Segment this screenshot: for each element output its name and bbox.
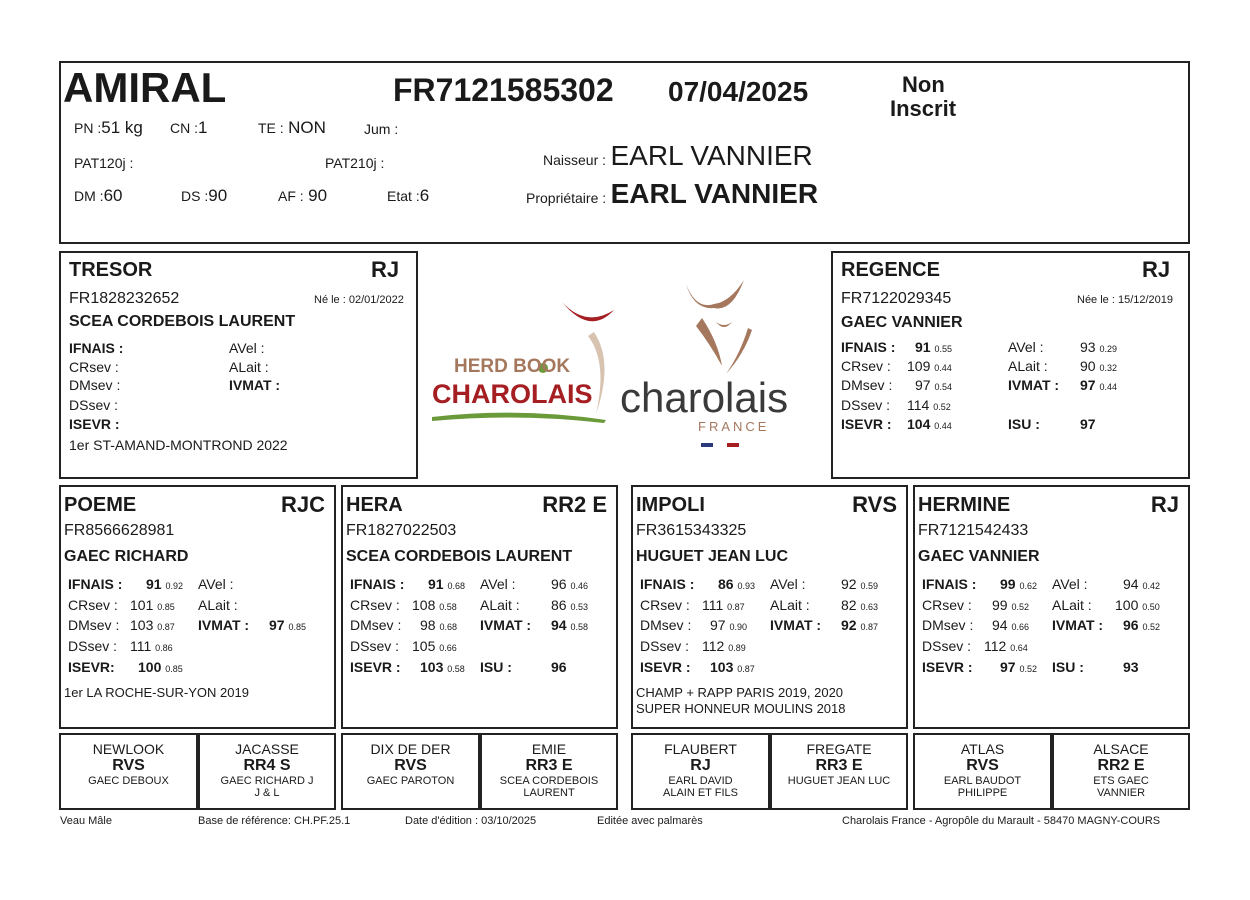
- gp-hera-ifnais-value: 91 0.68: [428, 576, 465, 592]
- gp-hera-isevr-value: 103 0.58: [420, 659, 465, 675]
- dam-avel-value: 93 0.29: [1080, 339, 1117, 355]
- gp-impoli-alait-value: 82 0.63: [841, 597, 878, 613]
- gp-hermine-avel-label: AVel :: [1052, 576, 1088, 592]
- gp-hermine-qual: RJ: [1150, 492, 1179, 517]
- gp-impoli-crsev-label: CRsev :: [640, 597, 690, 613]
- sire-ifnais: IFNAIS :: [69, 340, 124, 356]
- dam-isu-value: 97: [1080, 416, 1096, 432]
- gp-hera-crsev-label: CRsev :: [350, 597, 400, 613]
- animal-date: 07/04/2025: [668, 76, 809, 107]
- sire-avel: AVel :: [229, 340, 265, 356]
- gp-hera-ivmat-value: 94 0.58: [551, 617, 588, 633]
- gp-hermine-ifnais-value: 99 0.62: [1000, 576, 1037, 592]
- gp-hera-isu-value: 96: [551, 659, 567, 675]
- ggp-fregate-name: FREGATE: [806, 741, 872, 757]
- af-field: AF : 90: [278, 186, 328, 205]
- sire-isevr: ISEVR :: [69, 416, 120, 432]
- gp-hermine-isu-value: 93: [1123, 659, 1139, 675]
- ggp-newlook: [59, 733, 198, 810]
- gp-hermine-crsev-label: CRsev :: [922, 597, 972, 613]
- sire-id: FR1828232652: [69, 290, 180, 307]
- gp-hera-alait-value: 86 0.53: [551, 597, 588, 613]
- ggp-alsace: [1052, 733, 1190, 810]
- sire-qual: RJ: [371, 257, 400, 282]
- ggp-dix-de-der-name: DIX DE DER: [370, 741, 451, 757]
- gp-impoli-isevr-label: ISEVR :: [640, 659, 691, 675]
- gp-poeme-dmsev-label: DMsev :: [68, 617, 120, 633]
- animal-name: AMIRAL: [63, 64, 227, 111]
- footer-address: Charolais France - Agropôle du Marault - 58470 MAGNY-COURS: [842, 815, 1161, 827]
- gp-hera-id: FR1827022503: [346, 522, 457, 539]
- dam-alait-label: ALait :: [1008, 358, 1048, 374]
- gp-poeme-crsev-label: CRsev :: [68, 597, 118, 613]
- ggp-atlas-owner: EARL BAUDOT: [943, 775, 1022, 787]
- dm-field: DM :60: [74, 186, 123, 205]
- status-line1: Non: [902, 72, 945, 97]
- pn-field: PN :51 kg: [74, 118, 143, 137]
- gp-poeme-dssev-label: DSsev :: [68, 638, 118, 654]
- gp-hermine-id: FR7121542433: [918, 522, 1029, 539]
- gp-impoli-id: FR3615343325: [636, 522, 747, 539]
- gp-poeme-ifnais-value: 91 0.92: [146, 576, 183, 592]
- gp-impoli-palmares-2: SUPER HONNEUR MOULINS 2018: [636, 701, 846, 716]
- ggp-fregate-qual: RR3 E: [815, 757, 863, 774]
- dam-born: Née le : 15/12/2019: [1077, 294, 1174, 306]
- gp-hermine-alait-value: 100 0.50: [1115, 597, 1160, 613]
- ggp-emie-owner: SCEA CORDEBOIS: [499, 775, 599, 787]
- ggp-emie: [480, 733, 618, 810]
- gp-impoli-ifnais-value: 86 0.93: [718, 576, 755, 592]
- ggp-jacasse-qual: RR4 S: [243, 757, 291, 774]
- gp-impoli-ivmat-value: 92 0.87: [841, 617, 878, 633]
- gp-poeme-ifnais-label: IFNAIS :: [68, 576, 123, 592]
- ggp-flaubert-owner-2: ALAIN ET FILS: [663, 787, 738, 799]
- gp-poeme-crsev-value: 101 0.85: [130, 597, 175, 613]
- jum-field: Jum :: [364, 121, 399, 137]
- gp-impoli-isevr-value: 103 0.87: [710, 659, 755, 675]
- gp-poeme-qual: RJC: [280, 492, 325, 517]
- gp-impoli-ivmat-label: IVMAT :: [770, 617, 822, 633]
- gp-impoli-avel-label: AVel :: [770, 576, 806, 592]
- gp-poeme-owner: GAEC RICHARD: [64, 548, 189, 565]
- gp-hera-dssev-value: 105 0.66: [412, 638, 457, 654]
- ggp-alsace-owner: ETS GAEC: [1093, 775, 1149, 787]
- dam-isevr-value: 104 0.44: [907, 416, 952, 432]
- footer-base: Base de référence: CH.PF.25.1: [198, 815, 351, 827]
- sire-palmares: 1er ST-AMAND-MONTROND 2022: [69, 437, 288, 453]
- gp-hera-dmsev-label: DMsev :: [350, 617, 402, 633]
- gp-hera-dssev-label: DSsev :: [350, 638, 400, 654]
- gp-poeme-isevr-label: ISEVR:: [68, 659, 115, 675]
- gp-hera-avel-value: 96 0.46: [551, 576, 588, 592]
- footer-sex: Veau Mâle: [60, 815, 112, 827]
- dam-ifnais-label: IFNAIS :: [841, 339, 896, 355]
- gp-hermine-dmsev-label: DMsev :: [922, 617, 974, 633]
- ggp-fregate: [770, 733, 908, 810]
- ggp-atlas-name: ATLAS: [960, 741, 1005, 757]
- ggp-flaubert-owner: EARL DAVID: [668, 775, 733, 787]
- gp-impoli-dssev-label: DSsev :: [640, 638, 690, 654]
- dam-id: FR7122029345: [841, 290, 952, 307]
- sire-name: TRESOR: [69, 259, 153, 281]
- ggp-flaubert-name: FLAUBERT: [664, 741, 737, 757]
- pat210-field: PAT210j :: [325, 155, 385, 171]
- gp-impoli-palmares-1: CHAMP + RAPP PARIS 2019, 2020: [636, 685, 844, 700]
- animal-id: FR7121585302: [393, 72, 614, 108]
- ggp-fregate-owner: HUGUET JEAN LUC: [787, 775, 891, 787]
- sire-dssev: DSsev :: [69, 397, 119, 413]
- ggp-dix-de-der-qual: RVS: [394, 757, 427, 774]
- gp-poeme-ivmat-value: 97 0.85: [269, 617, 306, 633]
- gp-hermine-alait-label: ALait :: [1052, 597, 1092, 613]
- dam-ivmat-value: 97 0.44: [1080, 377, 1117, 393]
- dam-qual: RJ: [1142, 257, 1171, 282]
- gp-poeme-dmsev-value: 103 0.87: [130, 617, 175, 633]
- dam-isu-label: ISU :: [1008, 416, 1040, 432]
- gp-hera-qual: RR2 E: [542, 492, 607, 517]
- ggp-jacasse-owner: GAEC RICHARD J: [220, 775, 314, 787]
- gp-hermine-name: HERMINE: [918, 494, 1011, 516]
- dam-dmsev-label: DMsev :: [841, 377, 893, 393]
- dam-dssev-label: DSsev :: [841, 397, 891, 413]
- gp-hera-avel-label: AVel :: [480, 576, 516, 592]
- gp-hera-isevr-label: ISEVR :: [350, 659, 401, 675]
- gp-poeme-ivmat-label: IVMAT :: [198, 617, 250, 633]
- sire-born: Né le : 02/01/2022: [314, 294, 404, 306]
- ggp-atlas-owner-2: PHILIPPE: [957, 787, 1008, 799]
- gp-impoli-alait-label: ALait :: [770, 597, 810, 613]
- ggp-jacasse-name: JACASSE: [235, 741, 299, 757]
- gp-hermine-owner: GAEC VANNIER: [918, 548, 1040, 565]
- herd-book-text: HERD BOOK: [454, 356, 571, 377]
- herd-book-charolais: CHAROLAIS: [432, 379, 593, 409]
- pat120-field: PAT120j :: [74, 155, 134, 171]
- gp-impoli-owner: HUGUET JEAN LUC: [636, 548, 789, 565]
- dam-owner: GAEC VANNIER: [841, 314, 963, 331]
- gp-impoli-crsev-value: 111 0.87: [702, 597, 745, 613]
- ggp-alsace-name: ALSACE: [1093, 741, 1149, 757]
- gp-hera-owner: SCEA CORDEBOIS LAURENT: [346, 548, 573, 565]
- dam-dmsev-value: 97 0.54: [915, 377, 952, 393]
- ggp-dix-de-der: [341, 733, 480, 810]
- ggp-newlook-name: NEWLOOK: [92, 741, 165, 757]
- ggp-newlook-qual: RVS: [112, 757, 145, 774]
- ggp-dix-de-der-owner: GAEC PAROTON: [366, 775, 455, 787]
- gp-poeme-id: FR8566628981: [64, 522, 175, 539]
- gp-hermine-crsev-value: 99 0.52: [992, 597, 1029, 613]
- ggp-atlas-qual: RVS: [966, 757, 999, 774]
- dam-alait-value: 90 0.32: [1080, 358, 1117, 374]
- dam-ivmat-label: IVMAT :: [1008, 377, 1060, 393]
- dam-isevr-label: ISEVR :: [841, 416, 892, 432]
- gp-poeme-dssev-value: 111 0.86: [130, 638, 173, 654]
- gp-poeme-alait-label: ALait :: [198, 597, 238, 613]
- gp-hera-crsev-value: 108 0.58: [412, 597, 457, 613]
- gp-hermine-dssev-label: DSsev :: [922, 638, 972, 654]
- sire-crsev: CRsev :: [69, 359, 119, 375]
- ggp-emie-owner-2: LAURENT: [523, 787, 575, 799]
- cn-field: CN :1: [170, 118, 208, 137]
- gp-impoli-dmsev-label: DMsev :: [640, 617, 692, 633]
- gp-poeme-isevr-value: 100 0.85: [138, 659, 183, 675]
- dam-ifnais-value: 91 0.55: [915, 339, 952, 355]
- ggp-jacasse-owner-2: J & L: [254, 787, 280, 799]
- gp-impoli-ifnais-label: IFNAIS :: [640, 576, 695, 592]
- dam-name: REGENCE: [841, 259, 940, 281]
- gp-poeme-name: POEME: [64, 494, 137, 516]
- ggp-alsace-qual: RR2 E: [1097, 757, 1145, 774]
- gp-hermine-dmsev-value: 94 0.66: [992, 617, 1029, 633]
- te-field: TE : NON: [258, 118, 326, 137]
- sire-owner: SCEA CORDEBOIS LAURENT: [69, 313, 296, 330]
- gp-hera-ifnais-label: IFNAIS :: [350, 576, 405, 592]
- footer-palmares: Editée avec palmarès: [597, 815, 703, 827]
- gp-hermine-avel-value: 94 0.42: [1123, 576, 1160, 592]
- sire-dmsev: DMsev :: [69, 377, 121, 393]
- charolais-text: charolais: [620, 374, 789, 421]
- ggp-emie-name: EMIE: [531, 741, 567, 757]
- gp-impoli-qual: RVS: [852, 492, 897, 517]
- gp-hermine-ifnais-label: IFNAIS :: [922, 576, 977, 592]
- ggp-flaubert-qual: RJ: [690, 757, 711, 774]
- naisseur-field: Naisseur : EARL VANNIER: [543, 140, 813, 171]
- gp-hera-isu-label: ISU :: [480, 659, 512, 675]
- gp-hera-alait-label: ALait :: [480, 597, 520, 613]
- ggp-emie-qual: RR3 E: [525, 757, 573, 774]
- gp-poeme-palmares-1: 1er LA ROCHE-SUR-YON 2019: [64, 685, 249, 700]
- ggp-flaubert: [631, 733, 770, 810]
- gp-impoli-dssev-value: 112 0.89: [702, 638, 746, 654]
- gp-hermine-ivmat-label: IVMAT :: [1052, 617, 1104, 633]
- gp-hermine-dssev-value: 112 0.64: [984, 638, 1028, 654]
- sire-ivmat: IVMAT :: [229, 377, 281, 393]
- dam-dssev-value: 114 0.52: [907, 397, 951, 413]
- gp-hera-dmsev-value: 98 0.68: [420, 617, 457, 633]
- gp-hermine-isevr-label: ISEVR :: [922, 659, 973, 675]
- gp-hera-ivmat-label: IVMAT :: [480, 617, 532, 633]
- france-text: FRANCE: [698, 419, 770, 434]
- gp-impoli-name: IMPOLI: [636, 494, 705, 516]
- ggp-atlas: [913, 733, 1052, 810]
- gp-hera-name: HERA: [346, 494, 403, 516]
- dam-crsev-value: 109 0.44: [907, 358, 952, 374]
- charolais-france-logo: [618, 278, 823, 453]
- ggp-newlook-owner: GAEC DEBOUX: [88, 775, 169, 787]
- ggp-alsace-owner-2: VANNIER: [1096, 787, 1146, 799]
- ds-field: DS :90: [181, 186, 228, 205]
- footer-edition: Date d'édition : 03/10/2025: [405, 815, 537, 827]
- gp-impoli-avel-value: 92 0.59: [841, 576, 878, 592]
- herd-book-logo: [428, 292, 618, 427]
- dam-avel-label: AVel :: [1008, 339, 1044, 355]
- status-line2: Inscrit: [890, 96, 957, 121]
- etat-field: Etat :6: [387, 186, 430, 205]
- dam-crsev-label: CRsev :: [841, 358, 891, 374]
- sire-alait: ALait :: [229, 359, 269, 375]
- proprietaire-field: Propriétaire : EARL VANNIER: [526, 178, 819, 209]
- gp-impoli-dmsev-value: 97 0.90: [710, 617, 747, 633]
- gp-poeme-avel-label: AVel :: [198, 576, 234, 592]
- ggp-jacasse: [198, 733, 336, 810]
- gp-hermine-isu-label: ISU :: [1052, 659, 1084, 675]
- gp-hermine-ivmat-value: 96 0.52: [1123, 617, 1160, 633]
- gp-hermine-isevr-value: 97 0.52: [1000, 659, 1037, 675]
